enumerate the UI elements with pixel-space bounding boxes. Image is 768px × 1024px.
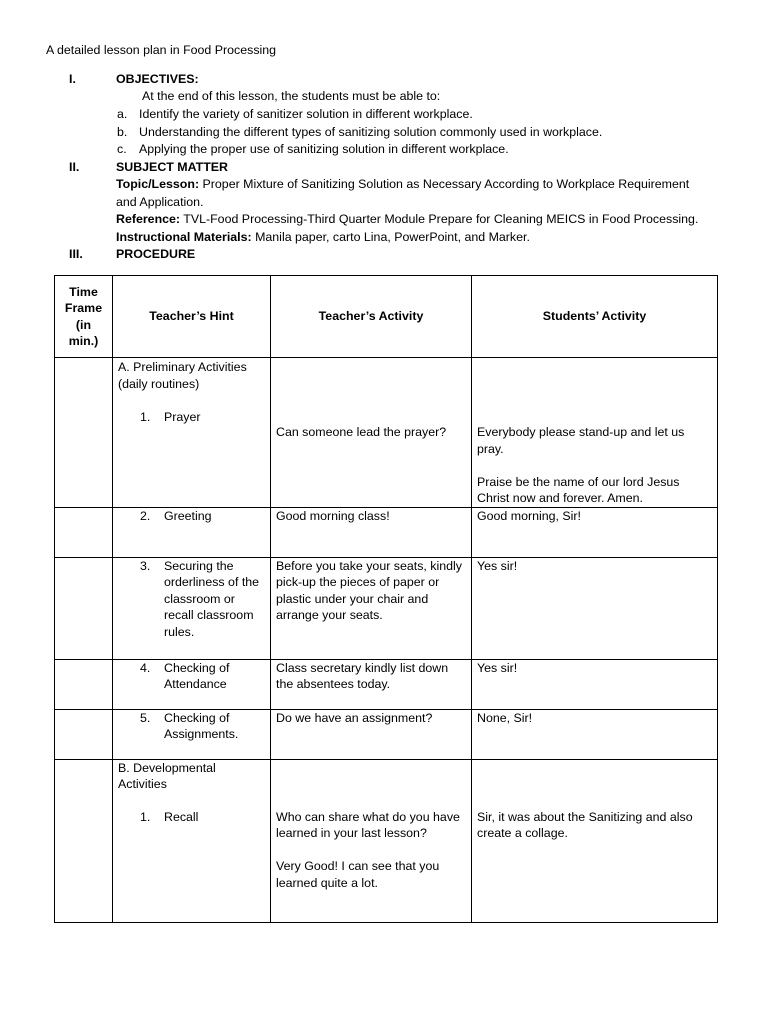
- hint-text: Checking of Assignments.: [164, 710, 239, 741]
- reference-text: TVL-Food Processing-Third Quarter Module Prepare for Cleaning MEICS in Food Processing.: [180, 212, 699, 226]
- hint-number: 4.: [140, 660, 151, 675]
- table-row: [55, 557, 718, 659]
- students-activity-cell: Yes sir!: [472, 659, 718, 709]
- table-row: [55, 759, 718, 922]
- objectives-intro: At the end of this lesson, the students must be able to:: [142, 89, 441, 103]
- time-cell: [55, 557, 113, 659]
- time-cell: [55, 358, 113, 508]
- hint-cell: [113, 358, 271, 508]
- table-row: [55, 659, 718, 709]
- hint-number: 3.: [140, 558, 151, 573]
- document-title: A detailed lesson plan in Food Processing: [46, 43, 277, 57]
- hint-cell: [113, 709, 271, 759]
- teacher-activity-cell: Do we have an assignment?: [271, 709, 472, 759]
- time-cell: [55, 659, 113, 709]
- procedure-number: III.: [69, 247, 83, 261]
- objective-b-letter: b.: [117, 125, 128, 139]
- header-time-frame: Time Frame (in min.): [55, 276, 113, 358]
- header-teachers-activity: Teacher’s Activity: [271, 276, 472, 358]
- procedure-heading: PROCEDURE: [116, 247, 196, 261]
- students-activity-cell: [472, 358, 718, 508]
- teacher-activity-cell: Can someone lead the prayer?: [271, 358, 472, 508]
- teacher-question: Who can share what do you have learned in your last lesson?: [276, 809, 460, 840]
- header-students-activity: Students’ Activity: [472, 276, 718, 358]
- hint-number: 2.: [140, 508, 151, 523]
- subject-matter-number: II.: [69, 160, 80, 174]
- procedure-table: [54, 275, 718, 923]
- hint-text: Greeting: [164, 508, 212, 523]
- objective-c-text: Applying the proper use of sanitizing solution in different workplace.: [139, 142, 509, 156]
- students-activity-cell: Good morning, Sir!: [472, 507, 718, 557]
- teacher-activity-cell: Good morning class!: [271, 507, 472, 557]
- materials-text: Manila paper, carto Lina, PowerPoint, and Marker.: [251, 230, 530, 244]
- subject-matter-heading: SUBJECT MATTER: [116, 160, 228, 174]
- topic-text-continued: and Application.: [116, 195, 204, 209]
- teacher-activity-cell: Class secretary kindly list down the absentees today.: [271, 659, 472, 709]
- time-cell: [55, 709, 113, 759]
- teacher-feedback: Very Good! I can see that you learned quite a lot.: [276, 859, 440, 890]
- time-cell: [55, 507, 113, 557]
- students-activity-cell: Yes sir!: [472, 557, 718, 659]
- students-activity-cell: Sir, it was about the Sanitizing and also create a collage.: [472, 759, 718, 922]
- table-row: [55, 507, 718, 557]
- time-cell: [55, 759, 113, 922]
- hint-cell: [113, 507, 271, 557]
- hint-text: Securing the orderliness of the classroom or recall classroom rules.: [164, 558, 260, 639]
- objective-a-letter: a.: [117, 107, 128, 121]
- students-activity-cell: None, Sir!: [472, 709, 718, 759]
- hint-text: Checking of Attendance: [164, 660, 230, 691]
- teacher-activity-cell: Before you take your seats, kindly pick-up the pieces of paper or plastic under your chair and arrange your seats.: [271, 557, 472, 659]
- teacher-activity-cell: [271, 759, 472, 922]
- objective-a-text: Identify the variety of sanitizer solution in different workplace.: [139, 107, 473, 121]
- hint-number: 5.: [140, 710, 151, 725]
- table-header-row: [55, 276, 718, 358]
- reference-line: [116, 212, 698, 226]
- objective-c-letter: c.: [117, 142, 127, 156]
- header-teachers-hint: Teacher’s Hint: [113, 276, 271, 358]
- topic-label: Topic/Lesson:: [116, 177, 200, 191]
- materials-label: Instructional Materials:: [116, 230, 252, 244]
- objective-b-text: Understanding the different types of sanitizing solution commonly used in workplace.: [139, 125, 603, 139]
- hint-text: Recall: [164, 810, 199, 824]
- hint-text: Prayer: [164, 409, 201, 424]
- table-row: [55, 709, 718, 759]
- developmental-activities-label: B. Developmental Activities: [118, 760, 216, 791]
- preliminary-activities-label: A. Preliminary Activities (daily routines): [118, 360, 247, 391]
- hint-cell: [113, 759, 271, 922]
- topic-line: [116, 177, 689, 191]
- student-response: Everybody please stand-up and let us pray.: [477, 425, 685, 456]
- reference-label: Reference:: [116, 212, 181, 226]
- hint-cell: [113, 557, 271, 659]
- hint-number: 1.: [140, 409, 151, 424]
- hint-number: 1.: [140, 810, 151, 824]
- objectives-heading: OBJECTIVES:: [116, 72, 199, 86]
- materials-line: [116, 230, 530, 244]
- objectives-number: I.: [69, 72, 76, 86]
- table-row: [55, 358, 718, 508]
- hint-cell: [113, 659, 271, 709]
- student-response-prayer: Praise be the name of our lord Jesus Christ now and forever. Amen.: [477, 474, 680, 505]
- topic-text: Proper Mixture of Sanitizing Solution as Necessary According to Workplace Requirement: [199, 177, 690, 191]
